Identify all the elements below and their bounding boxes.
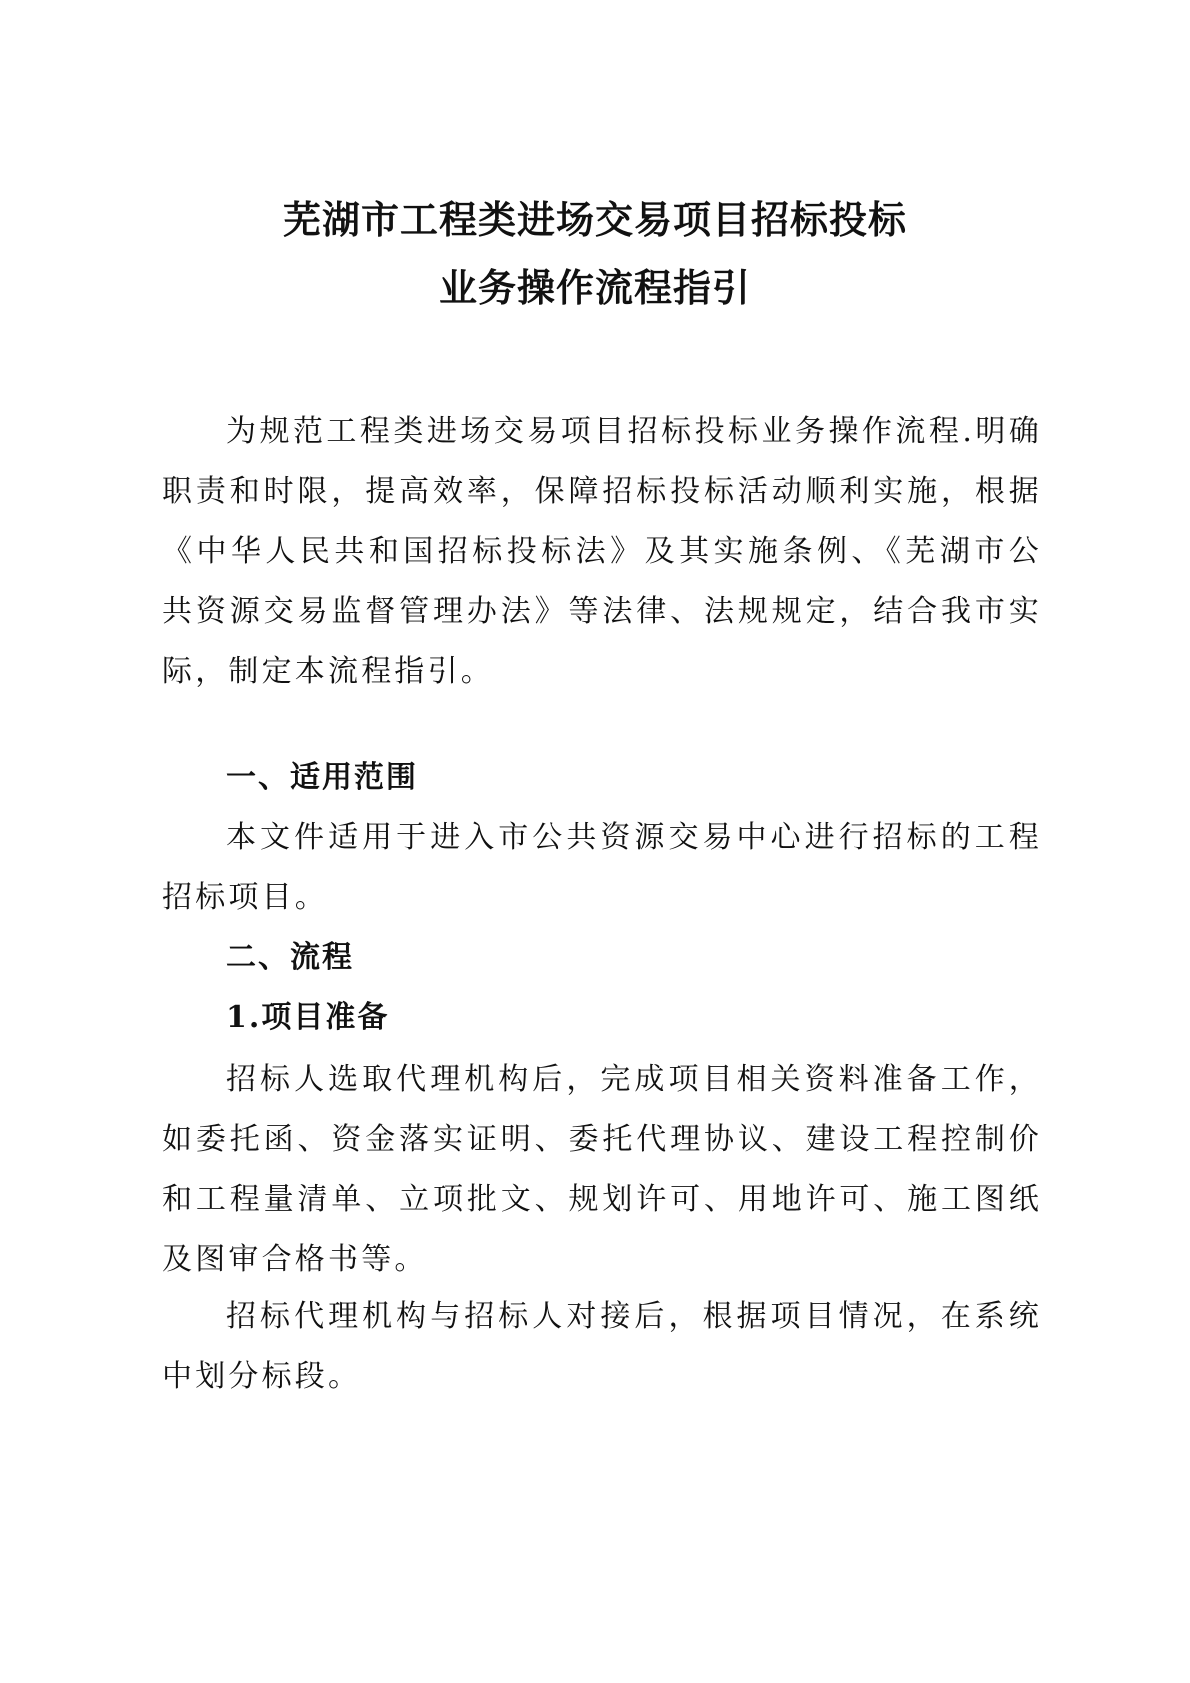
scope-paragraph: 本文件适用于进入市公共资源交易中心进行招标的工程招标项目。 — [162, 820, 1042, 915]
section-heading-process: 二、流程 — [226, 940, 354, 975]
section-heading-scope: 一、适用范围 — [226, 760, 418, 795]
document-title-line2: 业务操作流程指引 — [438, 266, 751, 310]
intro-paragraph: 为规范工程类进场交易项目招标投标业务操作流程.明确职责和时限，提高效率，保障招标投标活动顺利实施，根据《中华人民共和国招标投标法》及其实施条例、《芜湖市公共资源交易监督管理办法》等法律、法规规定，结合我市实际，制定本流程指引。 — [162, 414, 1042, 689]
preparation-paragraph-2: 招标代理机构与招标人对接后，根据项目情况，在系统中划分标段。 — [162, 1299, 1042, 1394]
subsection-heading-preparation: 1.项目准备 — [226, 1000, 390, 1035]
document-title-line1: 芜湖市工程类进场交易项目招标投标 — [282, 198, 907, 242]
preparation-paragraph-1: 招标人选取代理机构后，完成项目相关资料准备工作，如委托函、资金落实证明、委托代理协议、建设工程控制价和工程量清单、立项批文、规划许可、用地许可、施工图纸及图审合格书等。 — [162, 1062, 1042, 1277]
